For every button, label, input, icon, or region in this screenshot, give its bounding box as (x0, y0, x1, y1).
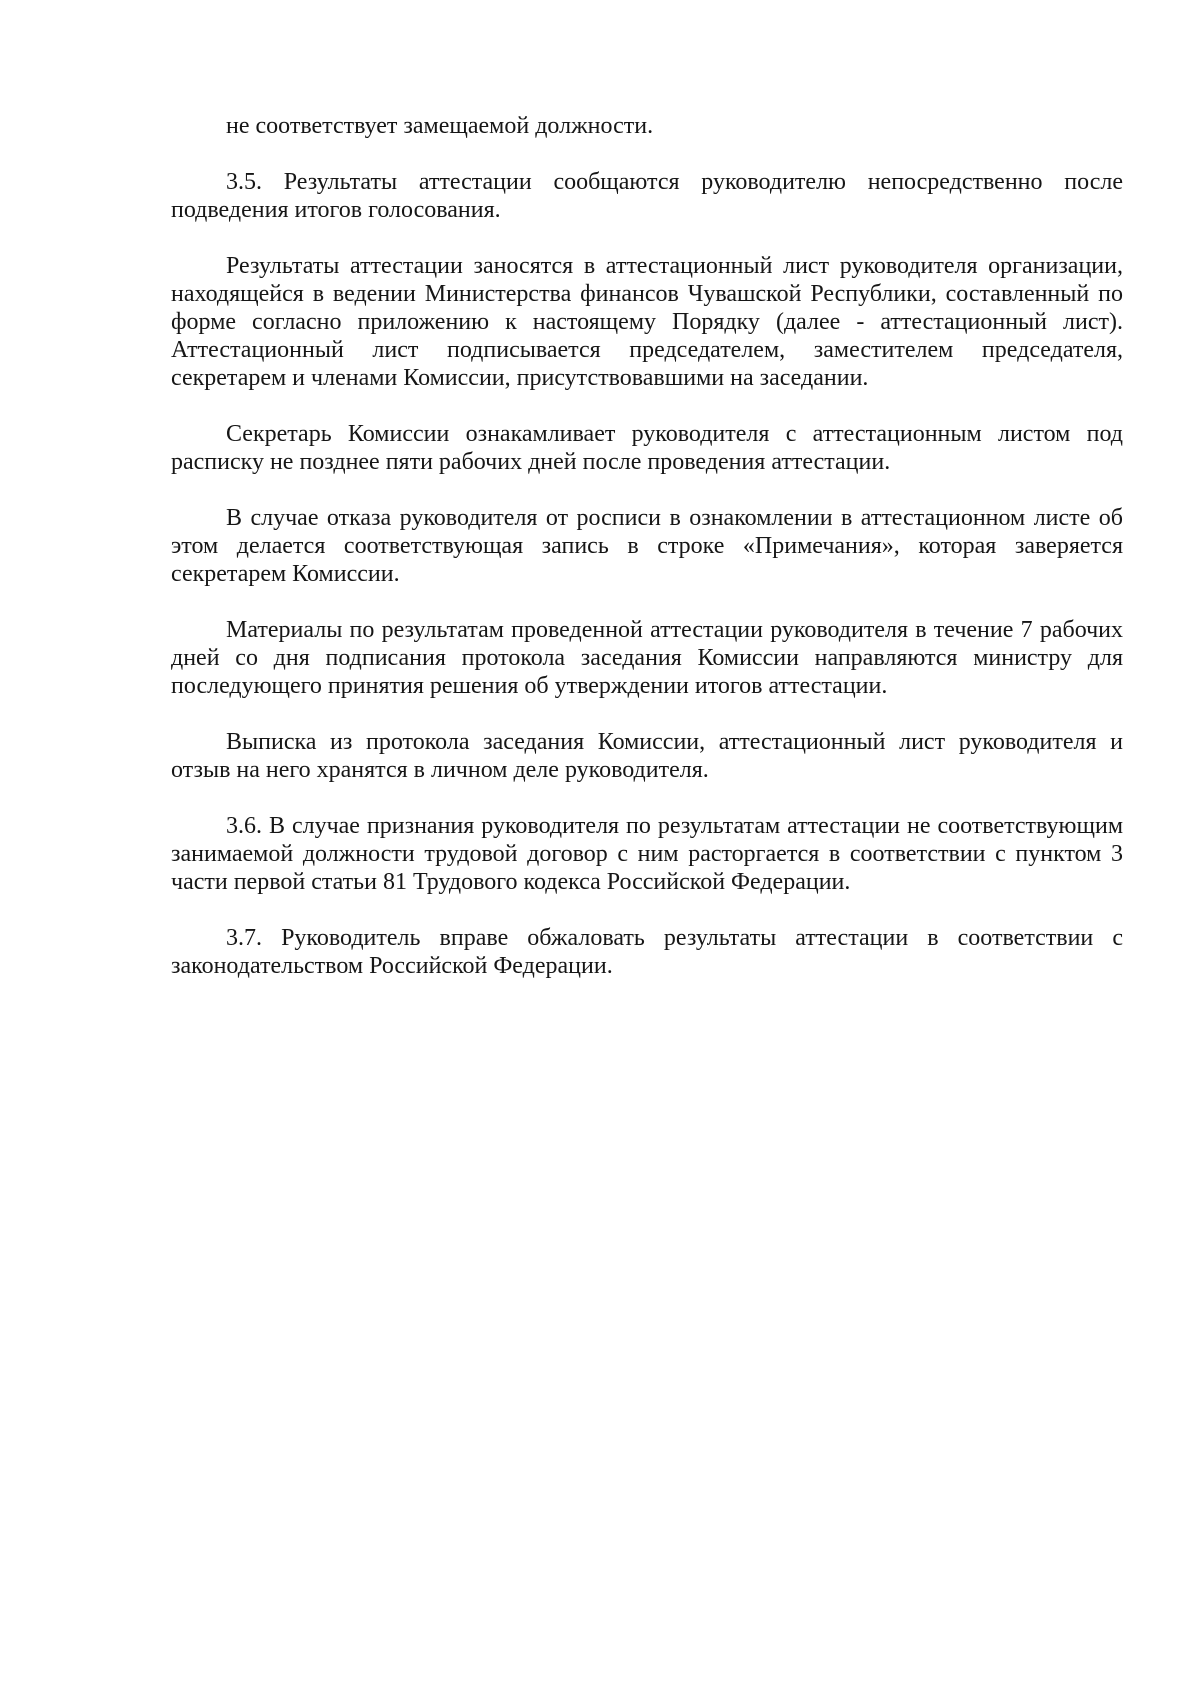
paragraph-materials: Материалы по результатам проведенной аттестации руководителя в течение 7 рабочих дней со дня подписания протокола заседания Комиссии направляются министру для последующего принятия решения об утверждении итогов аттестации. (171, 617, 1123, 699)
paragraph-secretary: Секретарь Комиссии ознакамливает руководителя с аттестационным листом под расписку не позднее пяти рабочих дней после проведения аттестации. (171, 421, 1123, 475)
paragraph-3-7: 3.7. Руководитель вправе обжаловать результаты аттестации в соответствии с законодательством Российской Федерации. (171, 925, 1123, 979)
paragraph-extract: Выписка из протокола заседания Комиссии, аттестационный лист руководителя и отзыв на него хранятся в личном деле руководителя. (171, 729, 1123, 783)
document-page (171, 112, 1123, 1008)
paragraph-attestation-sheet: Результаты аттестации заносятся в аттестационный лист руководителя организации, находящейся в ведении Министерства финансов Чувашской Республики, составленный по форме согласно приложению к настоящему Порядку (далее - аттестационный лист). Аттестационный лист подписывается председателем, заместителем председателя, секретарем и членами Комиссии, присутствовавшими на заседании. (171, 253, 1123, 391)
paragraph-3-6: 3.6. В случае признания руководителя по результатам аттестации не соответствующим занимаемой должности трудовой договор с ним расторгается в соответствии с пунктом 3 части первой статьи 81 Трудового кодекса Российской Федерации. (171, 813, 1123, 895)
paragraph-3-5: 3.5. Результаты аттестации сообщаются руководителю непосредственно после подведения итогов голосования. (171, 169, 1123, 223)
paragraph-refusal: В случае отказа руководителя от росписи в ознакомлении в аттестационном листе об этом делается соответствующая запись в строке «Примечания», которая заверяется секретарем Комиссии. (171, 505, 1123, 587)
paragraph-continuation: не соответствует замещаемой должности. (226, 113, 654, 139)
